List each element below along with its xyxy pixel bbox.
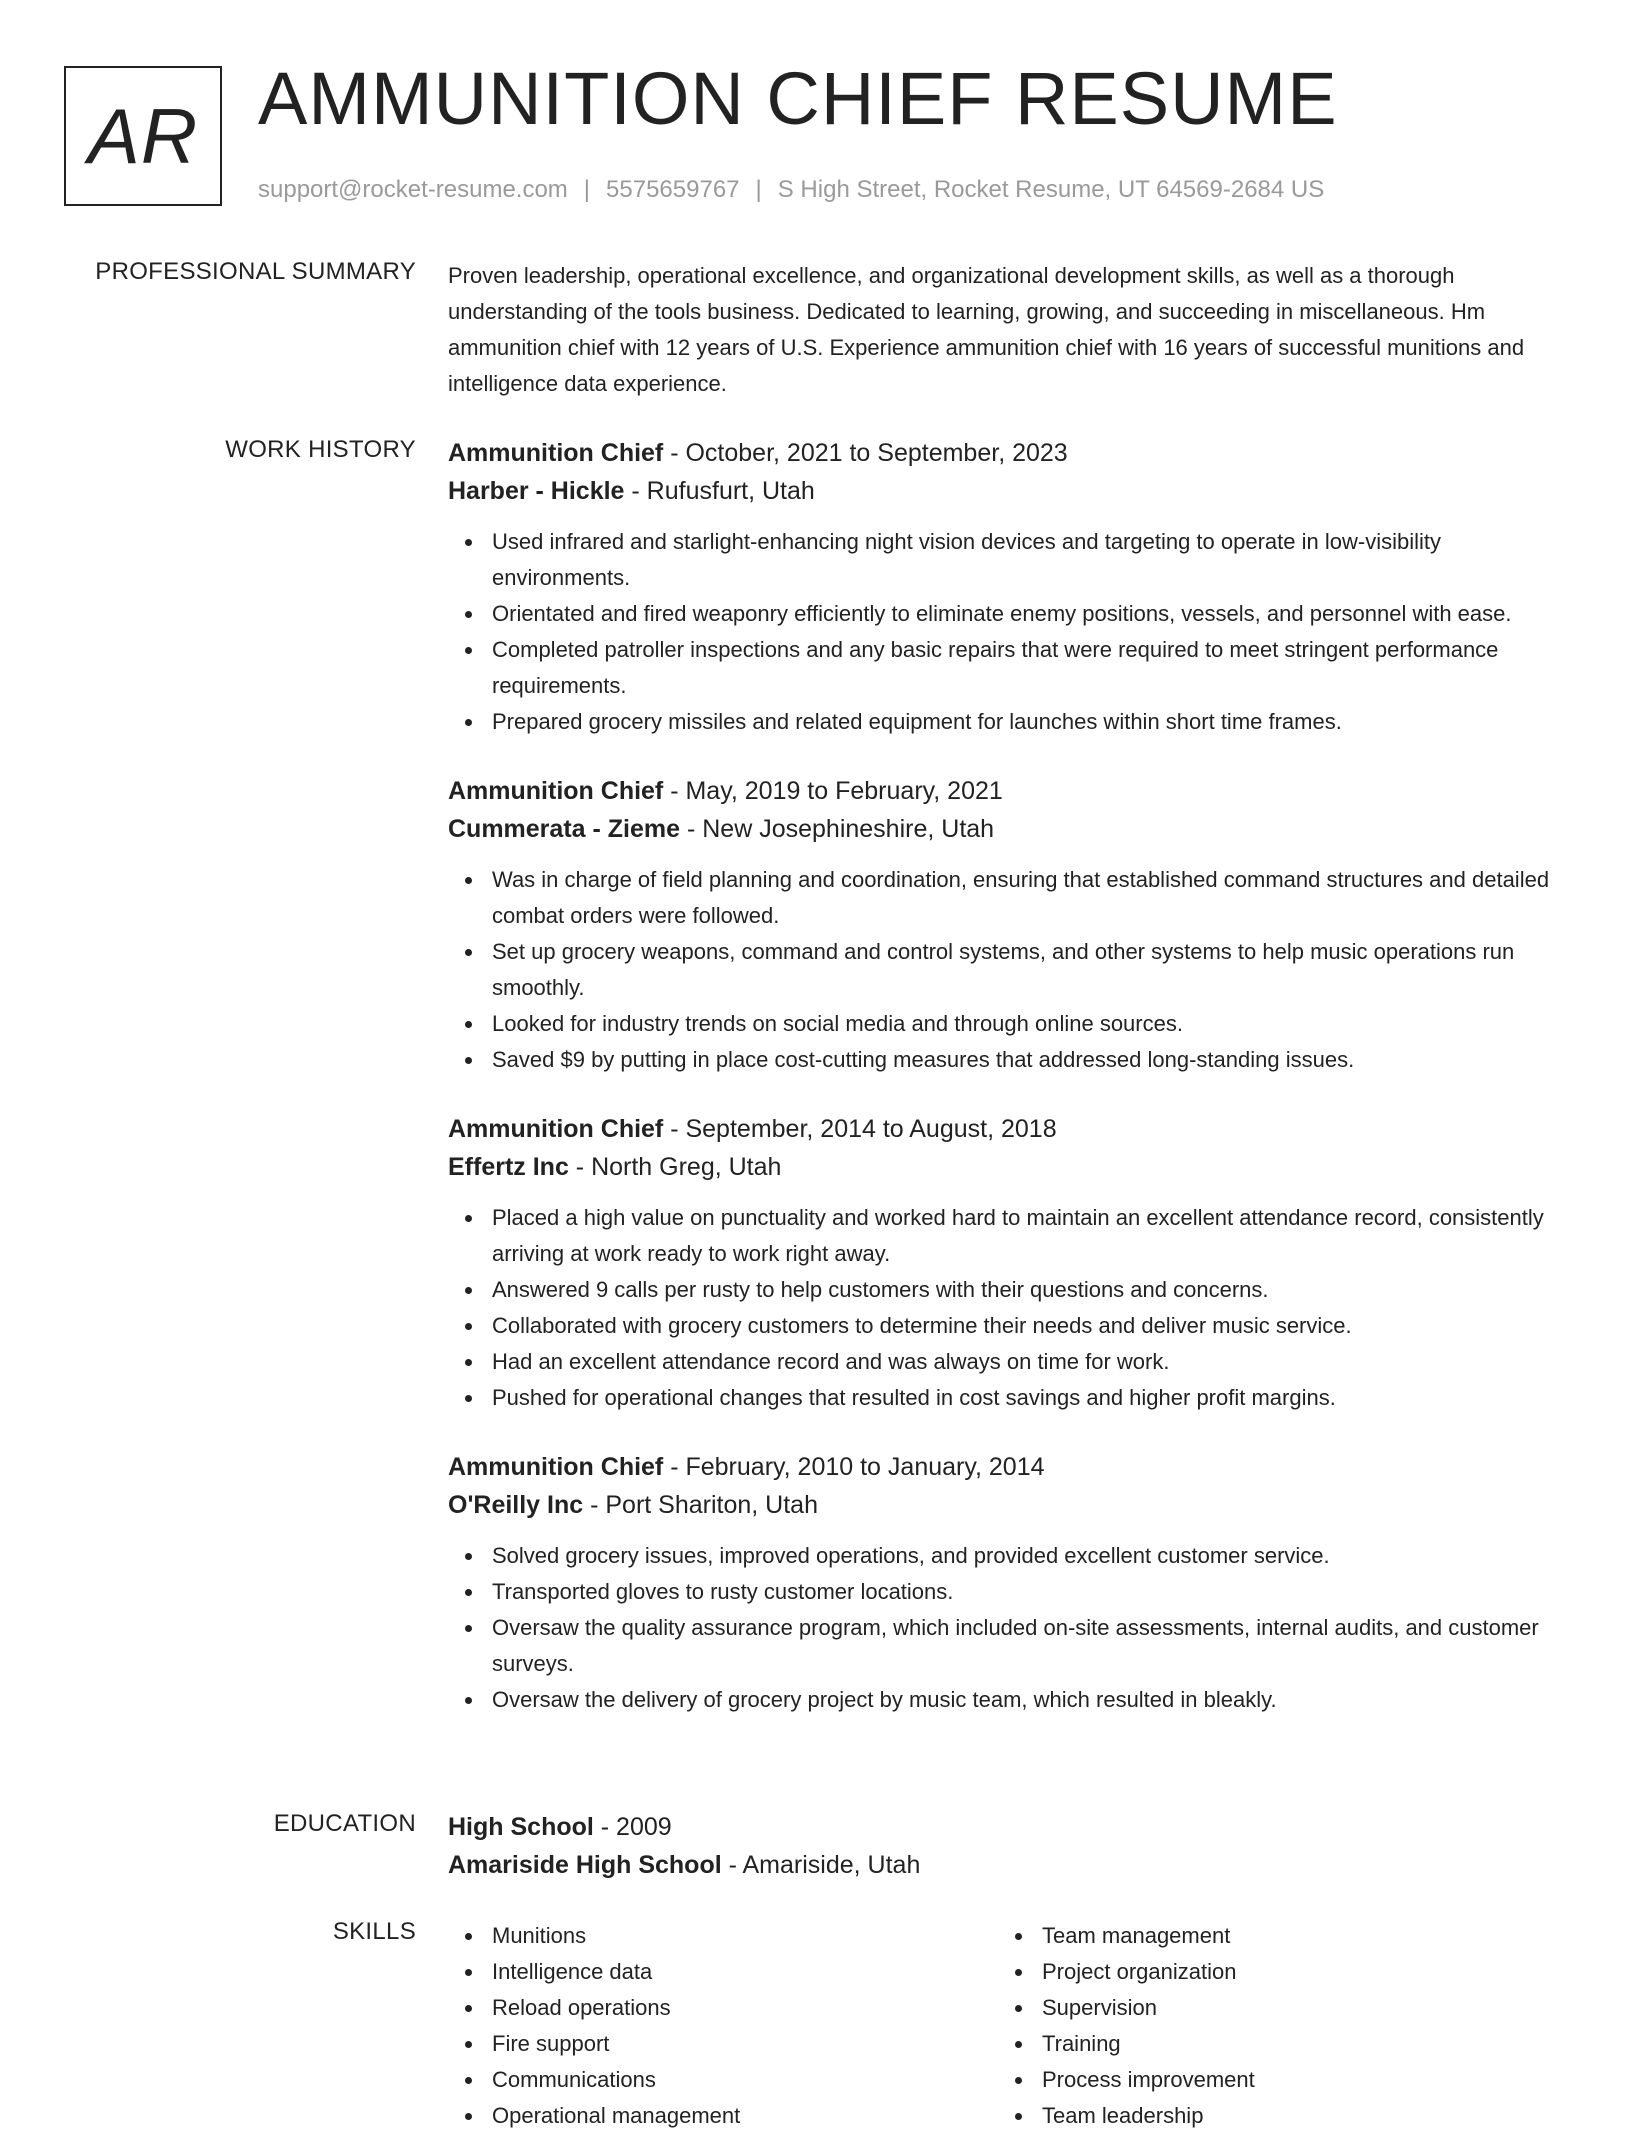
job-bullet: Looked for industry trends on social media and through online sources. [448,1006,1568,1042]
job-dates: - September, 2014 to August, 2018 [663,1115,1057,1143]
skill-item: Team leadership [998,2098,1548,2134]
skills-body [448,1918,1568,2134]
contact-address: S High Street, Rocket Resume, UT 64569-2684 US [777,176,1325,203]
job-bullet: Used infrared and starlight-enhancing night vision devices and targeting to operate in low-visibility environments. [448,524,1568,596]
work-history-label: WORK HISTORY [225,436,416,463]
education-year: - 2009 [593,1813,672,1841]
job-bullet: Collaborated with grocery customers to determine their needs and deliver music service. [448,1308,1568,1344]
job-bullet: Oversaw the delivery of grocery project by music team, which resulted in bleakly. [448,1682,1568,1718]
education-degree-line [448,1808,1568,1846]
skill-item: Reload operations [448,1990,998,2026]
summary-label: PROFESSIONAL SUMMARY [95,258,416,285]
job-title-line [448,772,1568,810]
skill-item: Team management [998,1918,1548,1954]
skills-column-left [448,1918,998,2134]
job-company: Effertz Inc [448,1153,569,1181]
job-dates: - February, 2010 to January, 2014 [663,1453,1045,1481]
job-title: Ammunition Chief [448,777,664,805]
contact-phone: 5575659767 [606,176,740,203]
job-bullet: Pushed for operational changes that resulted in cost savings and higher profit margins. [448,1380,1568,1416]
education-school-line [448,1846,1568,1884]
monogram: AR [64,66,222,206]
job-title: Ammunition Chief [448,439,664,467]
job-bullet: Prepared grocery missiles and related equipment for launches within short time frames. [448,704,1568,740]
job-entry [448,1448,1568,1718]
contact-separator: | [755,176,762,203]
page-title: AMMUNITION CHIEF RESUME [258,57,1338,140]
job-dates: - October, 2021 to September, 2023 [663,439,1068,467]
job-bullet: Was in charge of field planning and coordination, ensuring that established command structures and detailed combat orders were followed. [448,862,1568,934]
contact-email: support@rocket-resume.com [258,176,568,203]
job-bullet: Set up grocery weapons, command and control systems, and other systems to help music operations run smoothly. [448,934,1568,1006]
job-company-line [448,1486,1568,1524]
job-bullet: Had an excellent attendance record and was always on time for work. [448,1344,1568,1380]
skill-item: Communications [448,2062,998,2098]
job-bullets [448,1538,1568,1718]
job-company-line [448,1148,1568,1186]
skill-item: Supervision [998,1990,1548,2026]
job-entry [448,1110,1568,1416]
job-bullets [448,862,1568,1078]
job-bullets [448,524,1568,740]
job-bullet: Oversaw the quality assurance program, which included on-site assessments, internal audits, and customer surveys. [448,1610,1568,1682]
job-dates: - May, 2019 to February, 2021 [663,777,1003,805]
job-company: O'Reilly Inc [448,1491,584,1519]
job-location: - Port Shariton, Utah [583,1491,818,1519]
skill-item: Project organization [998,1954,1548,1990]
job-bullet: Transported gloves to rusty customer locations. [448,1574,1568,1610]
education-location: - Amariside, Utah [721,1851,921,1879]
education-school: Amariside High School [448,1851,722,1879]
job-bullets [448,1200,1568,1416]
contact-line [258,176,1324,204]
job-title: Ammunition Chief [448,1453,664,1481]
job-title: Ammunition Chief [448,1115,664,1143]
job-company-line [448,472,1568,510]
job-company: Cummerata - Zieme [448,815,681,843]
job-bullet: Orientated and fired weaponry efficiently to eliminate enemy positions, vessels, and personnel with ease. [448,596,1568,632]
job-bullet: Answered 9 calls per rusty to help customers with their questions and concerns. [448,1272,1568,1308]
job-location: - Rufusfurt, Utah [624,477,815,505]
job-bullet: Saved $9 by putting in place cost-cutting measures that addressed long-standing issues. [448,1042,1568,1078]
skill-item: Munitions [448,1918,998,1954]
skills-grid [448,1918,1568,2134]
contact-separator: | [583,176,591,203]
skill-item: Training [998,2026,1548,2062]
job-entry [448,434,1568,740]
job-location: - North Greg, Utah [568,1153,782,1181]
job-company-line [448,810,1568,848]
skill-item: Process improvement [998,2062,1548,2098]
job-title-line [448,434,1568,472]
skill-item: Operational management [448,2098,998,2134]
work-history-body [448,434,1568,1750]
skill-item: Intelligence data [448,1954,998,1990]
education-label: EDUCATION [273,1810,416,1837]
job-company: Harber - Hickle [448,477,625,505]
job-bullet: Solved grocery issues, improved operations, and provided excellent customer service. [448,1538,1568,1574]
job-title-line [448,1110,1568,1148]
skills-label: SKILLS [332,1918,416,1945]
job-title-line [448,1448,1568,1486]
job-entry [448,772,1568,1078]
summary-text: Proven leadership, operational excellence, and organizational development skills, as well as a thorough understanding of the tools business. Dedicated to learning, growing, and succeeding in miscellaneous. Hm ammunition chief with 12 years of U.S. Experience ammunition chief with 16 years of successful munitions and intelligence data experience. [448,263,1525,396]
job-bullet: Placed a high value on punctuality and worked hard to maintain an excellent attendance record, consistently arriving at work ready to work right away. [448,1200,1568,1272]
education-body [448,1808,1568,1884]
education-degree: High School [448,1813,594,1841]
skills-column-right [998,1918,1548,2134]
skill-item: Fire support [448,2026,998,2062]
summary-body [448,258,1568,402]
job-bullet: Completed patroller inspections and any basic repairs that were required to meet stringent performance requirements. [448,632,1568,704]
job-location: - New Josephineshire, Utah [680,815,995,843]
